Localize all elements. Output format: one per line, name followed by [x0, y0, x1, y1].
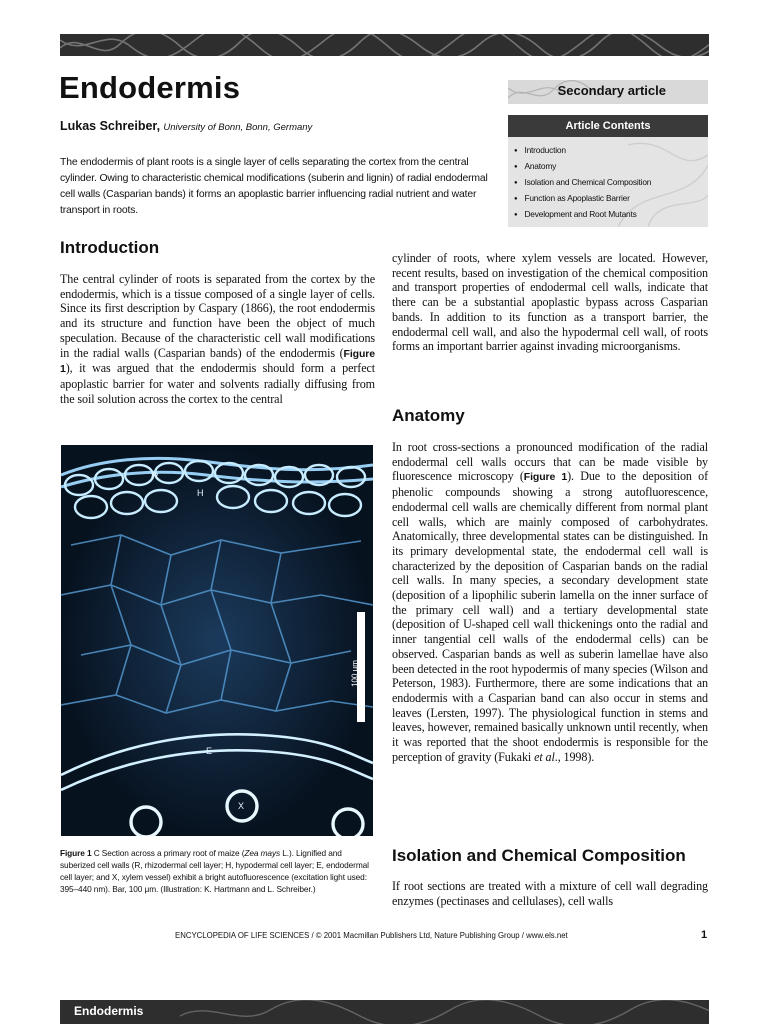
article-type-label: Secondary article — [557, 83, 666, 98]
anatomy-text-c: ., 1998). — [554, 749, 595, 764]
scale-bar-label: 100 μm — [350, 660, 360, 687]
isolation-heading: Isolation and Chemical Composition — [392, 846, 686, 865]
author-name: Lukas Schreiber, — [60, 119, 161, 133]
contents-item-anatomy[interactable]: ● Anatomy — [514, 158, 651, 174]
caption-figure-number: Figure 1 — [60, 848, 92, 858]
top-decorative-band — [60, 34, 709, 56]
contents-item-function[interactable]: ● Function as Apoplastic Barrier — [514, 190, 651, 206]
contents-list — [508, 142, 651, 222]
author-affiliation: University of Bonn, Bonn, Germany — [163, 122, 313, 133]
figure-1-reference[interactable]: Figure 1 — [60, 347, 375, 376]
label-h-hypodermis: H — [197, 488, 204, 498]
abstract: The endodermis of plant roots is a single layer of cells separating the cortex from the central cylinder. Owing to characteristic chemical modifications (suberin and lignin) of radial endodermal cell walls (Casparian bands) it forms an apoplastic barrier influencing radial nutrient and water transport in roots. — [60, 157, 488, 216]
introduction-paragraph-2: cylinder of roots, where xylem vessels are located. However, recent results, based on investigation of the chemical composition and transport properties of endodermal cell walls, indicate that there can be a substantial apoplastic bypass across Casparian bands. In addition to its function as a transport barrier, the endodermal cell wall, and also the hypodermal cell wall, of roots forms an important barrier against invading microorganisms. — [392, 251, 708, 354]
article-contents-heading: Article Contents — [508, 115, 708, 137]
caption-species: Zea mays — [244, 848, 281, 858]
article-contents-box — [508, 115, 708, 227]
figure-1-caption — [60, 847, 378, 895]
intro-text-b: ), it was argued that the endodermis should form a perfect apoplastic barrier for water and solvents radially diffusing from the soil solution across the cortex to the central — [60, 361, 375, 406]
isolation-paragraph: If root sections are treated with a mixture of cell wall degrading enzymes (pectinases and cellulases), cell walls — [392, 879, 708, 908]
label-r-rhizodermis: R — [152, 471, 159, 481]
anatomy-et-al: et al — [534, 749, 555, 764]
article-type-box — [508, 80, 708, 104]
running-head: Endodermis — [74, 1004, 144, 1018]
caption-text-a: C Section across a primary root of maize ( — [91, 848, 245, 858]
anatomy-heading: Anatomy — [392, 406, 465, 425]
figure-1-reference-anatomy[interactable]: Figure 1 — [523, 471, 568, 484]
contents-item-isolation[interactable]: ● Isolation and Chemical Composition — [514, 174, 651, 190]
intro-text-a: The central cylinder of roots is separated from the cortex by the endodermis, which is a tissue composed of a single layer of cells. Since its first description by Caspary (1866), the root endodermis and its structure and function have been the object of much speculation. Because of the characteristic cell wall modifications in the radial walls (Casparian bands) of the endodermis ( — [60, 272, 375, 360]
label-x-xylem: X — [238, 801, 245, 811]
author-line — [60, 119, 312, 133]
bottom-running-head-band — [60, 1000, 709, 1024]
introduction-heading: Introduction — [60, 238, 160, 257]
contents-item-introduction[interactable]: ● Introduction — [514, 142, 651, 158]
anatomy-text-a: In root cross-sections a pronounced modification of the radial endodermal cell walls occurs that can be made visible by fluorescence microscopy ( — [392, 440, 708, 484]
anatomy-text-b: ). Due to the deposition of phenolic compounds showing a strong autofluorescence, endodermal cell walls are chemically different from normal plant cell walls, which are mainly composed of carbohydrates. Anatomically, three developmental states can be distinguished. In its primary developmental state, the endodermal cell wall is characterized by the deposition of Casparian bands on the radial cell walls. In many species, a secondary development state (deposition of a lipophilic suberin lamella on the inner surface of the primary cell wall) and a tertiary developmental state (deposition of U-shaped cell wall thickenings onto the radial and inner tangential cell walls of the endodermal cells) can be observed. Casparian bands as well as suberin lamellae have also been detected in the root hypodermis of many species (Wilson and Peterson, 1983). Furthermore, there are some indications that an endodermis with a Casparian band can also occur in stems and leaves (Lersten, 1997). The physiological function in stems and leaves, however, remained basically unknown until recently, when it was reported that the shoot endodermis is responsible for the perception of gravity (Fukaki — [392, 469, 708, 764]
contents-item-development[interactable]: ● Development and Root Mutants — [514, 206, 651, 222]
label-e-endodermis: E — [206, 746, 213, 756]
figure-1-micrograph — [61, 445, 373, 836]
page-number: 1 — [701, 929, 708, 941]
caption-text-b: L.). Lignified and suberized cell walls (R, rhizodermal cell layer; H, hypodermal cell layer; E, endodermal cell layer; and X, xylem vessel) exhibit a bright autofluorescence (excitation light used: 395–440 nm). Bar, 100 μm. (Illustration: K. Hartmann and L. Schreiber.) — [60, 848, 369, 895]
introduction-paragraph-1 — [60, 272, 375, 406]
footer-publisher-line: ENCYCLOPEDIA OF LIFE SCIENCES / © 2001 Macmillan Publishers Ltd, Nature Publishing Group / www.els.net — [175, 931, 568, 940]
article-title: Endodermis — [59, 70, 241, 105]
anatomy-paragraph — [392, 440, 708, 764]
